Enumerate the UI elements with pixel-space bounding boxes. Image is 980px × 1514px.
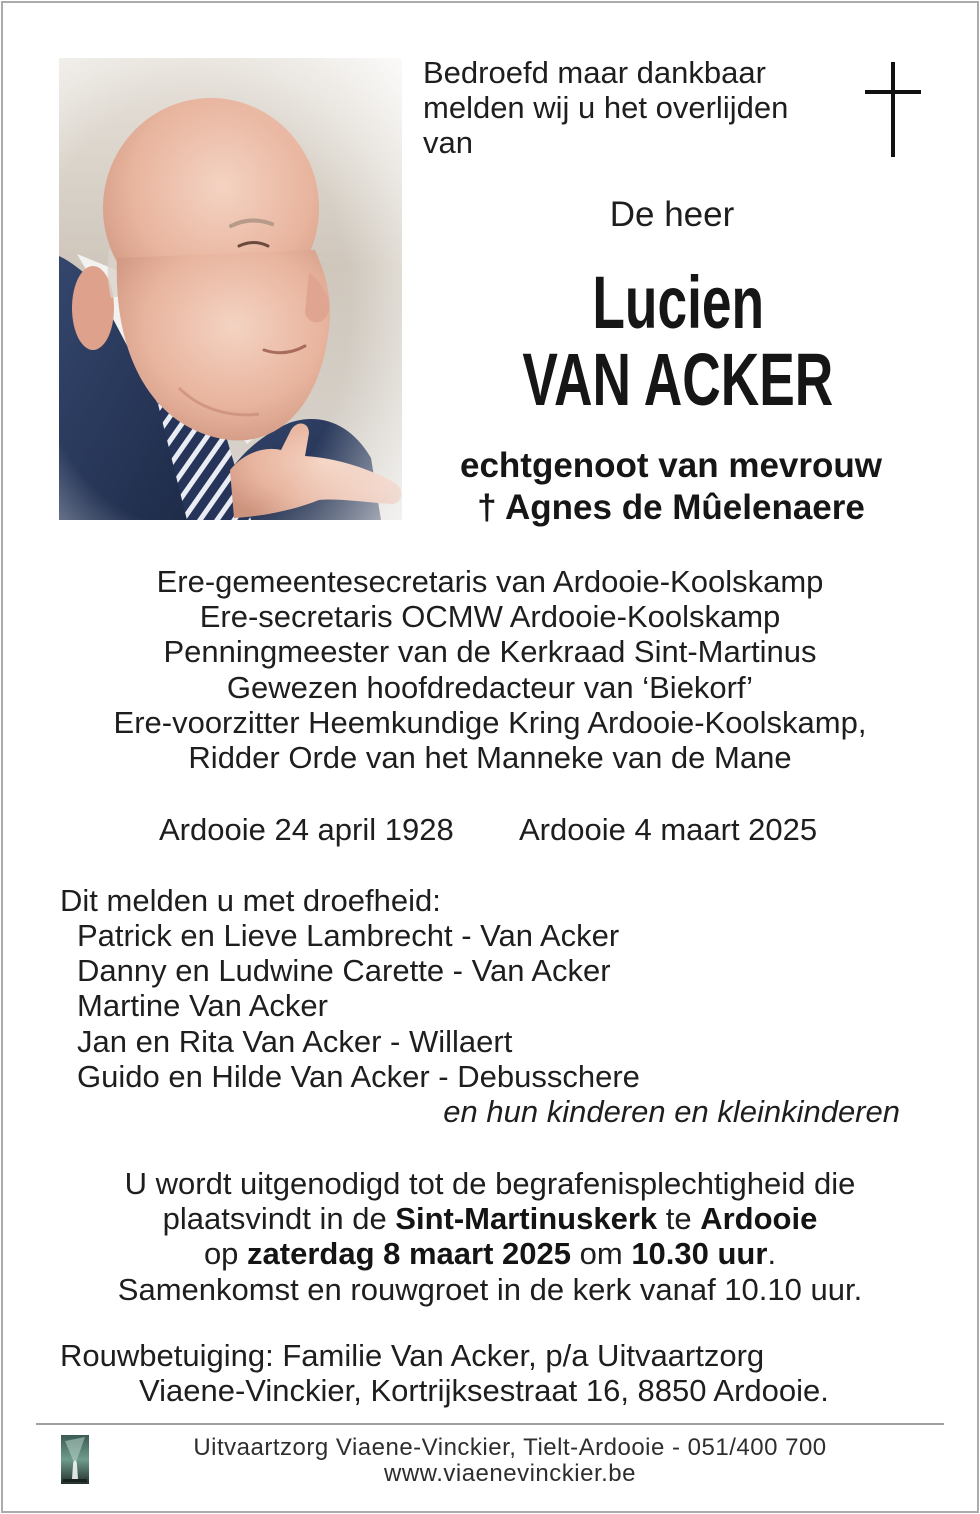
portrait-illustration: [59, 58, 402, 520]
intro-line: van: [423, 125, 473, 160]
family-member: Danny en Ludwine Carette - Van Acker: [77, 953, 611, 989]
funeral-text: te: [657, 1201, 701, 1237]
family-member: Jan en Rita Van Acker - Willaert: [77, 1023, 513, 1059]
intro-text: [423, 55, 788, 160]
funeral-place: Ardooie: [700, 1201, 818, 1237]
family-member: Martine Van Acker: [77, 988, 328, 1024]
functions-list: [0, 564, 980, 775]
family-member: Guido en Hilde Van Acker - Debusschere: [77, 1058, 640, 1094]
birth-date: Ardooie 24 april 1928: [159, 812, 454, 847]
funeral-datetime-line: [0, 1236, 980, 1271]
spouse-block: [430, 445, 912, 529]
intro-line: melden wij u het overlijden: [423, 90, 789, 125]
funeral-line: Samenkomst en rouwgroet in de kerk vanaf 10.10 uur.: [117, 1271, 863, 1307]
spouse-name: † Agnes de Mûelenaere: [477, 488, 865, 527]
family-closing: en hun kinderen en kleinkinderen: [443, 1094, 900, 1129]
last-name: [440, 338, 916, 421]
footer-website: www.viaenevinckier.be: [384, 1460, 636, 1487]
cross-vertical-bar: [891, 62, 895, 157]
function-line: Ridder Orde van het Manneke van de Mane: [188, 740, 792, 776]
condolences-address: Viaene-Vinckier, Kortrijksestraat 16, 8850 Ardooie.: [139, 1373, 829, 1408]
spouse-line: echtgenoot van mevrouw: [459, 446, 883, 485]
funeral-announcement: [0, 1166, 980, 1307]
honorific-title: De heer: [609, 195, 735, 234]
first-name: [440, 261, 916, 344]
family-members-list: [77, 918, 640, 1094]
funeral-text: .: [767, 1236, 777, 1272]
intro-line: Bedroefd maar dankbaar: [423, 55, 766, 90]
condolences-line: Rouwbetuiging: Familie Van Acker, p/a Uitvaartzorg: [60, 1338, 765, 1373]
church-name: Sint-Martinuskerk: [395, 1201, 658, 1237]
family-member: Patrick en Lieve Lambrecht - Van Acker: [77, 918, 620, 953]
family-heading: Dit melden u met droefheid:: [60, 883, 441, 918]
funeral-text: plaatsvindt in de: [162, 1201, 396, 1237]
cross-horizontal-bar: [865, 90, 921, 94]
funeral-location-line: [0, 1201, 980, 1236]
last-name-text: VAN ACKER: [522, 338, 834, 421]
photo-vignette: [59, 58, 402, 520]
footer-divider: [36, 1423, 944, 1425]
portrait-photo: [59, 58, 402, 520]
function-line: Ere-voorzitter Heemkundige Kring Ardooie-Koolskamp,: [113, 704, 867, 740]
funeral-text: op: [203, 1236, 248, 1272]
footer-company: Uitvaartzorg Viaene-Vinckier, Tielt-Ardooie - 051/400 700: [193, 1434, 827, 1461]
funeral-date: zaterdag 8 maart 2025: [247, 1236, 572, 1272]
death-date: Ardooie 4 maart 2025: [519, 812, 818, 847]
first-name-text: Lucien: [592, 261, 764, 344]
funeral-time: 10.30 uur: [631, 1236, 768, 1272]
funeral-line: U wordt uitgenodigd tot de begrafenisplechtigheid die: [124, 1166, 856, 1201]
function-line: Penningmeester van de Kerkraad Sint-Martinus: [163, 634, 817, 670]
function-line: Ere-secretaris OCMW Ardooie-Koolskamp: [199, 599, 781, 635]
funeral-text: om: [571, 1236, 632, 1272]
function-line: Ere-gemeentesecretaris van Ardooie-Koolskamp: [156, 564, 824, 599]
function-line: Gewezen hoofdredacteur van ‘Biekorf’: [226, 669, 754, 705]
